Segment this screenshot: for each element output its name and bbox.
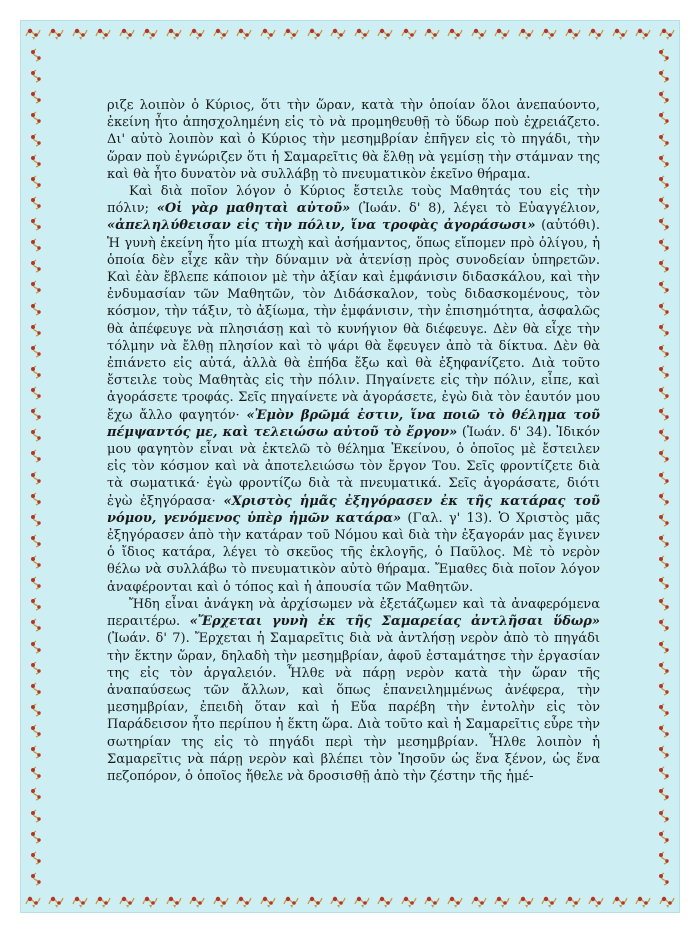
floral-ornament-icon bbox=[446, 892, 464, 910]
floral-ornament-icon bbox=[470, 24, 488, 42]
floral-ornament-icon bbox=[655, 365, 673, 379]
floral-ornament-icon bbox=[655, 302, 673, 316]
floral-ornament-icon bbox=[655, 280, 673, 294]
floral-ornament-icon bbox=[655, 217, 673, 231]
floral-ornament-icon bbox=[27, 471, 45, 485]
floral-ornament-icon bbox=[27, 766, 45, 780]
floral-ornament-icon bbox=[655, 386, 673, 400]
floral-ornament-icon bbox=[655, 492, 673, 506]
scripture-quote: «Ἔρχεται γυνὴ ἐκ τῆς Σαμαρείας ἀντλῆσαι ὕδωρ» bbox=[189, 614, 601, 630]
paragraph bbox=[107, 97, 600, 183]
floral-ornament-icon bbox=[24, 892, 42, 910]
floral-ornament-icon bbox=[655, 534, 673, 548]
floral-ornament-icon bbox=[655, 471, 673, 485]
scripture-quote: «Ἐμὸν βρῶμά ἐστιν, ἵνα ποιῶ τὸ θέλημα τοῦ πέμψαντός με, καὶ τελειώσω αὐτοῦ τὸ ἔργον» bbox=[107, 407, 600, 440]
floral-ornament-icon bbox=[540, 24, 558, 42]
floral-ornament-icon bbox=[564, 24, 582, 42]
floral-ornament-icon bbox=[27, 217, 45, 231]
floral-ornament-icon bbox=[27, 428, 45, 442]
floral-ornament-icon bbox=[27, 703, 45, 717]
floral-ornament-icon bbox=[141, 892, 159, 910]
text-segment: (Γαλ. γ' 13). Ὁ Χριστὸς μᾶς ἐξηγόρασεν ἀπὸ τὴν κατάραν τοῦ Νόμου καὶ διὰ τὴν ἐξαγοράν μας ἔγινεν ὁ ἴδιος κατάρα, λέγει τὸ σκεῦος τῆς ἐκλογῆς, ὁ Παῦλος. Μὲ τὸ νερὸν θέλω νὰ συλλάβω τὸ πνευματικὸν αὐτὸ θήραμα. Ἔμαθες διὰ ποῖον λόγον ἀναφέρονται καὶ ὁ τόπος καὶ ἡ ἀπουσία τῶν Μαθητῶν. bbox=[107, 510, 600, 595]
floral-ornament-icon bbox=[634, 892, 652, 910]
floral-ornament-icon bbox=[27, 449, 45, 463]
floral-ornament-icon bbox=[655, 407, 673, 421]
floral-ornament-icon bbox=[376, 24, 394, 42]
floral-ornament-icon bbox=[655, 69, 673, 83]
floral-ornament-icon bbox=[493, 892, 511, 910]
floral-ornament-icon bbox=[655, 597, 673, 611]
floral-ornament-icon bbox=[655, 323, 673, 337]
floral-ornament-icon bbox=[235, 892, 253, 910]
ornamental-border-bottom bbox=[20, 890, 680, 912]
floral-ornament-icon bbox=[212, 892, 230, 910]
floral-ornament-icon bbox=[655, 111, 673, 125]
floral-ornament-icon bbox=[27, 724, 45, 738]
floral-ornament-icon bbox=[655, 576, 673, 590]
text-segment: Καὶ διὰ ποῖον λόγον ὁ Κύριος ἔστειλε τοὺς Μαθητάς του εἰς τὴν πόλιν; bbox=[107, 184, 600, 217]
floral-ornament-icon bbox=[27, 111, 45, 125]
text-segment: (αὐτόθι). Ἡ γυνὴ ἐκείνη ἦτο μία πτωχὴ καὶ ἀσήμαντος, ὅπως εἴπομεν πρὸ ὀλίγου, ἡ ὁποία δὲν εἶχε κἂν τὴν δύναμιν νὰ ἀτενίσῃ πρὸς συνοδείαν ὑπηρετῶν. Καὶ ἐὰν ἔβλεπε κάποιον μὲ τὴν ἀξίαν καὶ ἐμφάνισιν διδασκάλου, καὶ τὴν ἐνδυμασίαν τῶν Μαθητῶν, τὸν Διδάσκαλον, τοὺς διδασκομένους, τὸν κόσμον, τὴν τάξιν, τὸ ἀξίωμα, τὴν ἐμφάνισιν, τὴν ἐπισημότητα, ἀσφαλῶς θὰ ἀπέφευγε νὰ πλησιάσῃ καὶ τὸ κυνήγιον θὰ διέφευγε. Δὲν θὰ εἶχε τὴν τόλμην νὰ ἔλθῃ πλησίον καὶ τὸ ψάρι θὰ ἔφευγεν ἀπὸ τὰ δίκτυα. Δὲν θὰ ἐπιάνετο εἰς αὐτά, ἀλλὰ θὰ ἐπήδα ἔξω καὶ θὰ ἐξηφανίζετο. Διὰ τοῦτο ἔστειλε τοὺς Μαθητὰς εἰς τὴν πόλιν. Πηγαίνετε εἰς τὴν πόλιν, εἶπε, καὶ ἀγοράσετε τροφάς. Σεῖς πηγαίνετε νὰ ἀγοράσετε, ἐγὼ διὰ τὸν ἑαυτόν μου ἔχω ἄλλο φαγητόν· bbox=[107, 218, 600, 423]
scripture-quote: «Οἱ γὰρ μαθηταὶ αὐτοῦ» bbox=[156, 201, 351, 217]
text-segment: (Ἰωάν. δ' 7). Ἔρχεται ἡ Σαμαρεῖτις διὰ νὰ ἀντλήσῃ νερὸν ἀπὸ τὸ πηγάδι τὴν ἕκτην ὥραν, δηλαδὴ τὴν μεσημβρίαν, ἀφοῦ ἐσταμάτησε τὴν ἐργασίαν της εἰς τὸν ἀργαλειόν. Ἦλθε νὰ πάρῃ νερὸν κατὰ τὴν ὥραν τῆς ἀναπαύσεως τῶν ἄλλων, καὶ ὅπως ἐπανειλημμένως ἀνέφερα, τὴν μεσημβρίαν, ἐπειδὴ ὅταν καὶ ἡ Εὔα παρέβη τὴν ἐντολὴν εἰς τὸν Παράδεισον ἦτο περίπου ἡ ἕκτη ὥρα. Διὰ τοῦτο καὶ ἡ Σαμαρεῖτις εὗρε τὴν σωτηρίαν της εἰς τὸ πηγάδι περὶ τὴν μεσημβρίαν. Ἦλθε λοιπὸν ἡ Σαμαρεῖτις νὰ πάρῃ νερὸν καὶ βλέπει τὸν Ἰησοῦν ὡς ἕνα ξένον, ὡς ἕνα πεζοπόρον, ὁ ὁποῖος ἤθελε νὰ δροσισθῇ ἀπὸ τὴν ζέστην τῆς ἡμέ- bbox=[107, 631, 600, 784]
floral-ornament-icon bbox=[118, 892, 136, 910]
floral-ornament-icon bbox=[27, 154, 45, 168]
floral-ornament-icon bbox=[188, 24, 206, 42]
floral-ornament-icon bbox=[27, 872, 45, 886]
floral-ornament-icon bbox=[27, 386, 45, 400]
floral-ornament-icon bbox=[27, 407, 45, 421]
floral-ornament-icon bbox=[446, 24, 464, 42]
floral-ornament-icon bbox=[655, 555, 673, 569]
floral-ornament-icon bbox=[27, 576, 45, 590]
floral-ornament-icon bbox=[118, 24, 136, 42]
floral-ornament-icon bbox=[27, 661, 45, 675]
floral-ornament-icon bbox=[655, 238, 673, 252]
floral-ornament-icon bbox=[27, 682, 45, 696]
floral-ornament-icon bbox=[27, 280, 45, 294]
floral-ornament-icon bbox=[655, 133, 673, 147]
floral-ornament-icon bbox=[27, 555, 45, 569]
floral-ornament-icon bbox=[517, 892, 535, 910]
floral-ornament-icon bbox=[306, 892, 324, 910]
floral-ornament-icon bbox=[655, 513, 673, 527]
floral-ornament-icon bbox=[587, 892, 605, 910]
floral-ornament-icon bbox=[655, 851, 673, 865]
floral-ornament-icon bbox=[655, 175, 673, 189]
floral-ornament-icon bbox=[27, 69, 45, 83]
floral-ornament-icon bbox=[655, 449, 673, 463]
floral-ornament-icon bbox=[655, 809, 673, 823]
scripture-quote: «ἀπεληλύθεισαν εἰς τὴν πόλιν, ἵνα τροφὰς ἀγοράσωσι» bbox=[107, 218, 536, 234]
floral-ornament-icon bbox=[400, 892, 418, 910]
floral-ornament-icon bbox=[71, 24, 89, 42]
floral-ornament-icon bbox=[634, 24, 652, 42]
floral-ornament-icon bbox=[423, 892, 441, 910]
floral-ornament-icon bbox=[94, 892, 112, 910]
floral-ornament-icon bbox=[27, 133, 45, 147]
floral-ornament-icon bbox=[353, 892, 371, 910]
floral-ornament-icon bbox=[27, 809, 45, 823]
floral-ornament-icon bbox=[658, 24, 676, 42]
floral-ornament-icon bbox=[655, 344, 673, 358]
floral-ornament-icon bbox=[655, 830, 673, 844]
floral-ornament-icon bbox=[24, 24, 42, 42]
floral-ornament-icon bbox=[165, 24, 183, 42]
ornamental-border-right bbox=[654, 48, 674, 886]
floral-ornament-icon bbox=[611, 24, 629, 42]
floral-ornament-icon bbox=[655, 661, 673, 675]
floral-ornament-icon bbox=[27, 323, 45, 337]
floral-ornament-icon bbox=[400, 24, 418, 42]
floral-ornament-icon bbox=[540, 892, 558, 910]
floral-ornament-icon bbox=[655, 196, 673, 210]
floral-ornament-icon bbox=[27, 238, 45, 252]
floral-ornament-icon bbox=[655, 745, 673, 759]
floral-ornament-icon bbox=[587, 24, 605, 42]
floral-ornament-icon bbox=[282, 892, 300, 910]
floral-ornament-icon bbox=[376, 892, 394, 910]
text-column bbox=[107, 97, 600, 839]
floral-ornament-icon bbox=[27, 302, 45, 316]
text-segment: (Ἰωάν. δ' 34). Ἰδικόν μου φαγητὸν εἶναι νὰ ἐκτελῶ τὸ θέλημα Ἐκείνου, ὁ ὁποῖος μὲ ἔστειλεν εἰς τὸν κόσμον καὶ νὰ ἀποτελειώσω τὸν ἔργον Του. Σεῖς φροντίζετε διὰ τὰ σωματικά· ἐγὼ φροντίζω διὰ τὰ πνευματικά. Σεῖς ἀγοράσατε, διότι ἐγὼ ἐξηγόρασα· bbox=[107, 424, 600, 509]
floral-ornament-icon bbox=[47, 24, 65, 42]
floral-ornament-icon bbox=[282, 24, 300, 42]
floral-ornament-icon bbox=[27, 90, 45, 104]
floral-ornament-icon bbox=[655, 703, 673, 717]
floral-ornament-icon bbox=[27, 344, 45, 358]
floral-ornament-icon bbox=[27, 618, 45, 632]
document-body bbox=[107, 97, 600, 785]
floral-ornament-icon bbox=[655, 640, 673, 654]
floral-ornament-icon bbox=[655, 428, 673, 442]
paragraph bbox=[107, 183, 600, 596]
floral-ornament-icon bbox=[235, 24, 253, 42]
floral-ornament-icon bbox=[27, 745, 45, 759]
floral-ornament-icon bbox=[94, 24, 112, 42]
floral-ornament-icon bbox=[423, 24, 441, 42]
floral-ornament-icon bbox=[655, 766, 673, 780]
floral-ornament-icon bbox=[27, 513, 45, 527]
floral-ornament-icon bbox=[27, 48, 45, 62]
floral-ornament-icon bbox=[141, 24, 159, 42]
floral-ornament-icon bbox=[71, 892, 89, 910]
paragraph bbox=[107, 596, 600, 785]
floral-ornament-icon bbox=[655, 154, 673, 168]
ornamental-border-top bbox=[20, 22, 680, 44]
floral-ornament-icon bbox=[655, 618, 673, 632]
text-segment: (Ἰωάν. δ' 8), λέγει τὸ Εὐαγγέλιον, bbox=[350, 201, 601, 217]
floral-ornament-icon bbox=[564, 892, 582, 910]
floral-ornament-icon bbox=[655, 90, 673, 104]
floral-ornament-icon bbox=[27, 597, 45, 611]
floral-ornament-icon bbox=[329, 892, 347, 910]
scripture-quote: «Χριστὸς ἡμᾶς ἐξηγόρασεν ἐκ τῆς κατάρας τοῦ νόμου, γενόμενος ὑπὲρ ἡμῶν κατάρα» bbox=[107, 493, 600, 526]
floral-ornament-icon bbox=[655, 259, 673, 273]
floral-ornament-icon bbox=[306, 24, 324, 42]
floral-ornament-icon bbox=[517, 24, 535, 42]
floral-ornament-icon bbox=[27, 830, 45, 844]
floral-ornament-icon bbox=[259, 892, 277, 910]
floral-ornament-icon bbox=[27, 534, 45, 548]
floral-ornament-icon bbox=[611, 892, 629, 910]
floral-ornament-icon bbox=[655, 48, 673, 62]
floral-ornament-icon bbox=[27, 365, 45, 379]
ornamental-border-left bbox=[26, 48, 46, 886]
floral-ornament-icon bbox=[27, 851, 45, 865]
floral-ornament-icon bbox=[658, 892, 676, 910]
floral-ornament-icon bbox=[655, 724, 673, 738]
text-segment: ριζε λοιπὸν ὁ Κύριος, ὅτι τὴν ὥραν, κατὰ τὴν ὁποίαν ὅλοι ἀνεπαύοντο, ἐκείνη ἦτο ἀπησχολημένη εἰς τὸ νὰ προμηθευθῇ τὸ ὕδωρ ποὺ ἐχρειάζετο. Δι' αὐτὸ λοιπὸν καὶ ὁ Κύριος τὴν μεσημβρίαν ἐπῆγεν εἰς τὸ πηγάδι, τὴν ὥραν ποὺ ἐγνώριζεν ὅτι ἡ Σαμαρεῖτις θὰ ἔλθῃ νὰ γεμίσῃ τὴν στάμναν της καὶ θὰ ἦτο δυνατὸν νὰ συλλάβῃ τὸ πνευματικὸν ἐκεῖνο θήραμα. bbox=[107, 98, 600, 182]
floral-ornament-icon bbox=[655, 682, 673, 696]
floral-ornament-icon bbox=[470, 892, 488, 910]
floral-ornament-icon bbox=[212, 24, 230, 42]
floral-ornament-icon bbox=[655, 787, 673, 801]
floral-ornament-icon bbox=[188, 892, 206, 910]
text-segment: Ἤδη εἶναι ἀνάγκη νὰ ἀρχίσωμεν νὰ ἐξετάζωμεν καὶ τὰ ἀναφερόμενα περαιτέρω. bbox=[107, 596, 600, 630]
floral-ornament-icon bbox=[165, 892, 183, 910]
floral-ornament-icon bbox=[27, 492, 45, 506]
floral-ornament-icon bbox=[27, 175, 45, 189]
floral-ornament-icon bbox=[259, 24, 277, 42]
floral-ornament-icon bbox=[27, 640, 45, 654]
floral-ornament-icon bbox=[27, 787, 45, 801]
floral-ornament-icon bbox=[493, 24, 511, 42]
floral-ornament-icon bbox=[27, 259, 45, 273]
floral-ornament-icon bbox=[27, 196, 45, 210]
floral-ornament-icon bbox=[329, 24, 347, 42]
floral-ornament-icon bbox=[47, 892, 65, 910]
floral-ornament-icon bbox=[655, 872, 673, 886]
floral-ornament-icon bbox=[353, 24, 371, 42]
